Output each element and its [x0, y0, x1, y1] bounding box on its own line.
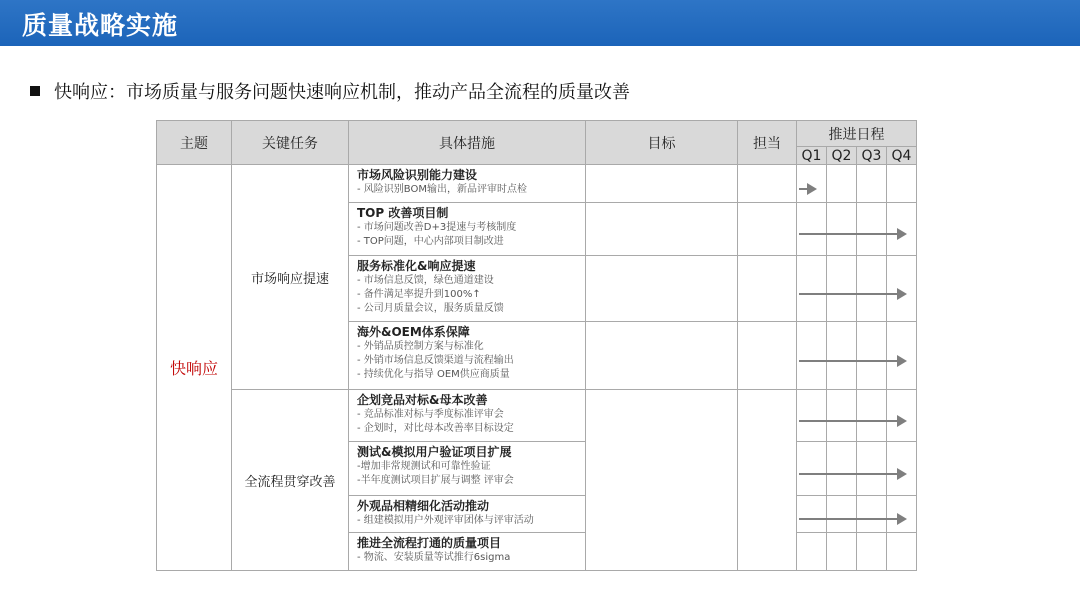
measure-item: - TOP问题，中心内部项目制改进	[357, 236, 504, 247]
owner-cell	[738, 256, 797, 322]
schedule-cell-q1	[797, 442, 827, 496]
owner-cell	[738, 390, 797, 571]
schedule-cell-q3	[857, 322, 887, 390]
measure-item: - 外销品质控制方案与标准化	[357, 341, 484, 352]
schedule-cell-q3	[857, 165, 887, 203]
target-cell	[586, 203, 738, 256]
measure-item: - 组建模拟用户外观评审团体与评审活动	[357, 515, 534, 526]
header-q4: Q4	[887, 147, 917, 165]
schedule-cell-q2	[827, 256, 857, 322]
owner-cell	[738, 165, 797, 203]
measure-cell	[349, 533, 586, 571]
bullet-text: 快响应：市场质量与服务问题快速响应机制，推动产品全流程的质量改善	[54, 82, 630, 103]
measure-item: - 备件满足率提升到100%↑	[357, 289, 481, 300]
measure-cell	[349, 322, 586, 390]
schedule-table	[156, 120, 917, 571]
measure-item: - 市场信息反馈，绿色通道建设	[357, 275, 494, 286]
title-bar	[0, 0, 1080, 46]
header-q2: Q2	[827, 147, 857, 165]
schedule-cell-q2	[827, 496, 857, 533]
measure-item: -增加非常规测试和可靠性验证	[357, 461, 491, 472]
measure-item: - 市场问题改善D+3提速与考核制度	[357, 222, 517, 233]
theme-cell: 快响应	[157, 165, 232, 571]
measure-title: TOP 改善项目制	[357, 206, 449, 220]
schedule-cell-q2	[827, 533, 857, 571]
schedule-cell-q2	[827, 322, 857, 390]
schedule-cell-q1	[797, 390, 827, 442]
measure-item: - 竞品标准对标与季度标准评审会	[357, 409, 504, 420]
measure-title: 企划竞品对标&母本改善	[357, 393, 488, 407]
schedule-cell-q3	[857, 442, 887, 496]
measure-title: 海外&OEM体系保障	[357, 325, 470, 339]
target-cell	[586, 256, 738, 322]
measure-item: - 外销市场信息反馈渠道与流程输出	[357, 355, 514, 366]
schedule-cell-q1	[797, 203, 827, 256]
schedule-cell-q4	[887, 390, 917, 442]
measure-cell	[349, 256, 586, 322]
header-q1: Q1	[797, 147, 827, 165]
schedule-cell-q3	[857, 390, 887, 442]
measure-cell	[349, 496, 586, 533]
measure-cell	[349, 203, 586, 256]
square-bullet-icon	[30, 86, 40, 96]
measure-title: 服务标准化&响应提速	[357, 259, 476, 273]
schedule-cell-q3	[857, 203, 887, 256]
bullet-point	[30, 78, 630, 104]
header-theme: 主题	[157, 121, 232, 165]
header-q3: Q3	[857, 147, 887, 165]
measure-cell	[349, 442, 586, 496]
schedule-cell-q4	[887, 256, 917, 322]
measure-title: 测试&模拟用户验证项目扩展	[357, 445, 512, 459]
schedule-cell-q3	[857, 496, 887, 533]
schedule-cell-q2	[827, 390, 857, 442]
task-cell: 市场响应提速	[232, 165, 349, 390]
schedule-cell-q2	[827, 165, 857, 203]
schedule-arrow	[799, 188, 815, 190]
measure-cell	[349, 390, 586, 442]
schedule-cell-q1	[797, 496, 827, 533]
schedule-cell-q2	[827, 442, 857, 496]
schedule-cell-q3	[857, 533, 887, 571]
header-owner: 担当	[738, 121, 797, 165]
task-cell: 全流程贯穿改善	[232, 390, 349, 571]
header-measure: 具体措施	[349, 121, 586, 165]
target-cell	[586, 165, 738, 203]
measure-title: 市场风险识别能力建设	[357, 168, 478, 182]
measure-title: 外观品相精细化活动推动	[357, 499, 490, 513]
measure-item: - 企划时，对比母本改善率目标设定	[357, 423, 514, 434]
measure-item: - 公司月质量会议，服务质量反馈	[357, 303, 504, 314]
measure-cell	[349, 165, 586, 203]
schedule-cell-q4	[887, 442, 917, 496]
schedule-cell-q4	[887, 533, 917, 571]
schedule-cell-q4	[887, 322, 917, 390]
schedule-cell-q4	[887, 496, 917, 533]
schedule-cell-q1	[797, 256, 827, 322]
measure-item: - 物流、安装质量等试推行6sigma	[357, 552, 511, 563]
target-cell	[586, 390, 738, 571]
schedule-cell-q3	[857, 256, 887, 322]
measure-item: - 持续优化与指导 OEM供应商质量	[357, 369, 510, 380]
measure-item: - 风险识别BOM输出，新品评审时点检	[357, 184, 527, 195]
owner-cell	[738, 322, 797, 390]
measure-item: -半年度测试项目扩展与调整 评审会	[357, 475, 514, 486]
schedule-cell-q4	[887, 203, 917, 256]
schedule-cell-q1	[797, 165, 827, 203]
page-title: 质量战略实施	[22, 11, 179, 40]
schedule-cell-q2	[827, 203, 857, 256]
schedule-cell-q4	[887, 165, 917, 203]
owner-cell	[738, 203, 797, 256]
header-schedule: 推进日程	[797, 121, 917, 147]
header-target: 目标	[586, 121, 738, 165]
target-cell	[586, 322, 738, 390]
header-task: 关键任务	[232, 121, 349, 165]
measure-title: 推进全流程打通的质量项目	[357, 536, 502, 550]
schedule-cell-q1	[797, 322, 827, 390]
schedule-cell-q1	[797, 533, 827, 571]
